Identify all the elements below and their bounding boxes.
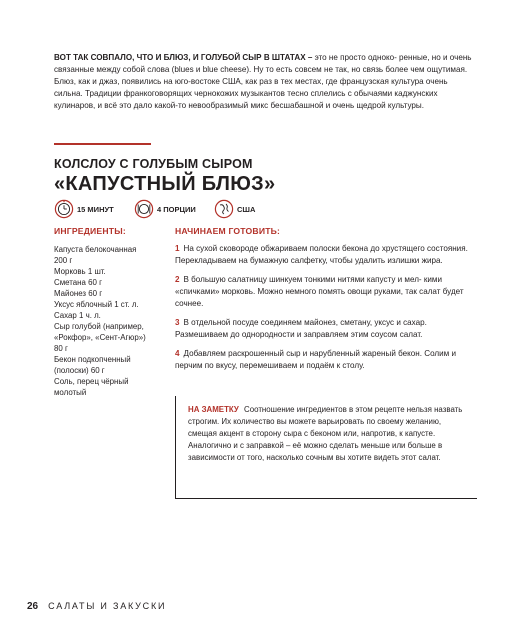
- intro-body: это не просто одноко- ренные, но и очень связанные между собой слова (blues и blue cheese). Ну то есть совсем не так, но связь более чем ощутимая. Блюз, как и джаз, появились на юго-востоке США, как раз в тех местах, где французская культура очень сильна. Традиции франкоговорящих чернокожих музыкантов тесно сплелись с обычаями каджунских кулинаров, и всё это дало какой-то невообразимый микс бесшабашной и очень щедрой культуры.: [54, 53, 472, 110]
- list-item: Майонез 60 г: [54, 289, 103, 298]
- step-3: [175, 317, 475, 341]
- step-number: 1: [175, 244, 180, 253]
- intro-lead: ВОТ ТАК СОВПАЛО, ЧТО И БЛЮЗ, И ГОЛУБОЙ СЫР В ШТАТАХ –: [54, 53, 313, 62]
- preparation-heading: НАЧИНАЕМ ГОТОВИТЬ:: [175, 226, 281, 236]
- step-4: [175, 348, 475, 372]
- tip-label: НА ЗАМЕТКУ: [188, 405, 239, 414]
- list-item: Бекон подкопченный: [54, 355, 131, 364]
- list-item: Сметана 60 г: [54, 278, 102, 287]
- list-item: 80 г: [54, 344, 68, 353]
- step-number: 2: [175, 275, 180, 284]
- list-item: Капуста белокочанная: [54, 245, 137, 254]
- list-item: (полоски) 60 г: [54, 366, 105, 375]
- plate-cutlery-icon: [134, 199, 154, 219]
- list-item: «Рокфор», «Сент-Агюр»): [54, 333, 146, 342]
- list-item: Уксус яблочный 1 ст. л.: [54, 300, 139, 309]
- step-text: В отдельной посуде соединяем майонез, сметану, уксус и сахар. Размешиваем до однородности и заправляем этим соусом салат.: [175, 318, 427, 339]
- page-footer: [27, 601, 166, 612]
- timer-icon: [54, 199, 74, 219]
- list-item: Морковь 1 шт.: [54, 267, 106, 276]
- step-2: [175, 274, 475, 310]
- meta-time-label: 15 МИНУТ: [77, 204, 114, 214]
- ingredients-heading: ИНГРЕДИЕНТЫ:: [54, 226, 126, 236]
- meta-time: [54, 199, 114, 219]
- step-text: Добавляем раскрошенный сыр и нарубленный жареный бекон. Солим и перчим по вкусу, перемешиваем и подаём к столу.: [175, 349, 456, 370]
- step-1: [175, 243, 475, 267]
- meta-origin-label: США: [237, 204, 256, 214]
- step-number: 3: [175, 318, 180, 327]
- section-divider: [54, 143, 151, 145]
- tip-text: Соотношение ингредиентов в этом рецепте нельзя назвать строгим. Их количество вы можете варьировать по своему желанию, смещая акцент в сторону сыра с беконом или, напротив, к капусте. Аналогично и с заправкой – её можно сделать меньше или больше в зависимости от того, насколько сочным вы хотите видеть этот салат.: [188, 405, 463, 462]
- list-item: 200 г: [54, 256, 73, 265]
- section-name: САЛАТЫ И ЗАКУСКИ: [48, 601, 167, 611]
- list-item: Сахар 1 ч. л.: [54, 311, 101, 320]
- step-text: В большую салатницу шинкуем тонкими нитями капусту и мел- кими «спичками» морковь. Можно немного помять овощи руками, так салат будет сочнее.: [175, 275, 464, 308]
- meta-origin: [214, 199, 255, 219]
- recipe-kicker: КОЛСЛОУ С ГОЛУБЫМ СЫРОМ: [54, 157, 253, 171]
- list-item: молотый: [54, 388, 87, 397]
- list-item: Соль, перец чёрный: [54, 377, 129, 386]
- intro-paragraph: [54, 52, 474, 112]
- step-text: На сухой сковороде обжариваем полоски бекона до хрустящего состояния. Перекладываем на бумажную салфетку, чтобы удалить излишки жира.: [175, 244, 468, 265]
- steps-list: [175, 243, 475, 379]
- step-number: 4: [175, 349, 180, 358]
- meta-portions-label: 4 ПОРЦИИ: [157, 204, 196, 214]
- tip-box: [175, 396, 477, 499]
- ingredients-list: [54, 244, 166, 398]
- page-number: 26: [27, 601, 39, 612]
- list-item: Сыр голубой (например,: [54, 322, 144, 331]
- meta-portions: [134, 199, 196, 219]
- recipe-title: «КАПУСТНЫЙ БЛЮЗ»: [54, 173, 276, 195]
- globe-icon: [214, 199, 234, 219]
